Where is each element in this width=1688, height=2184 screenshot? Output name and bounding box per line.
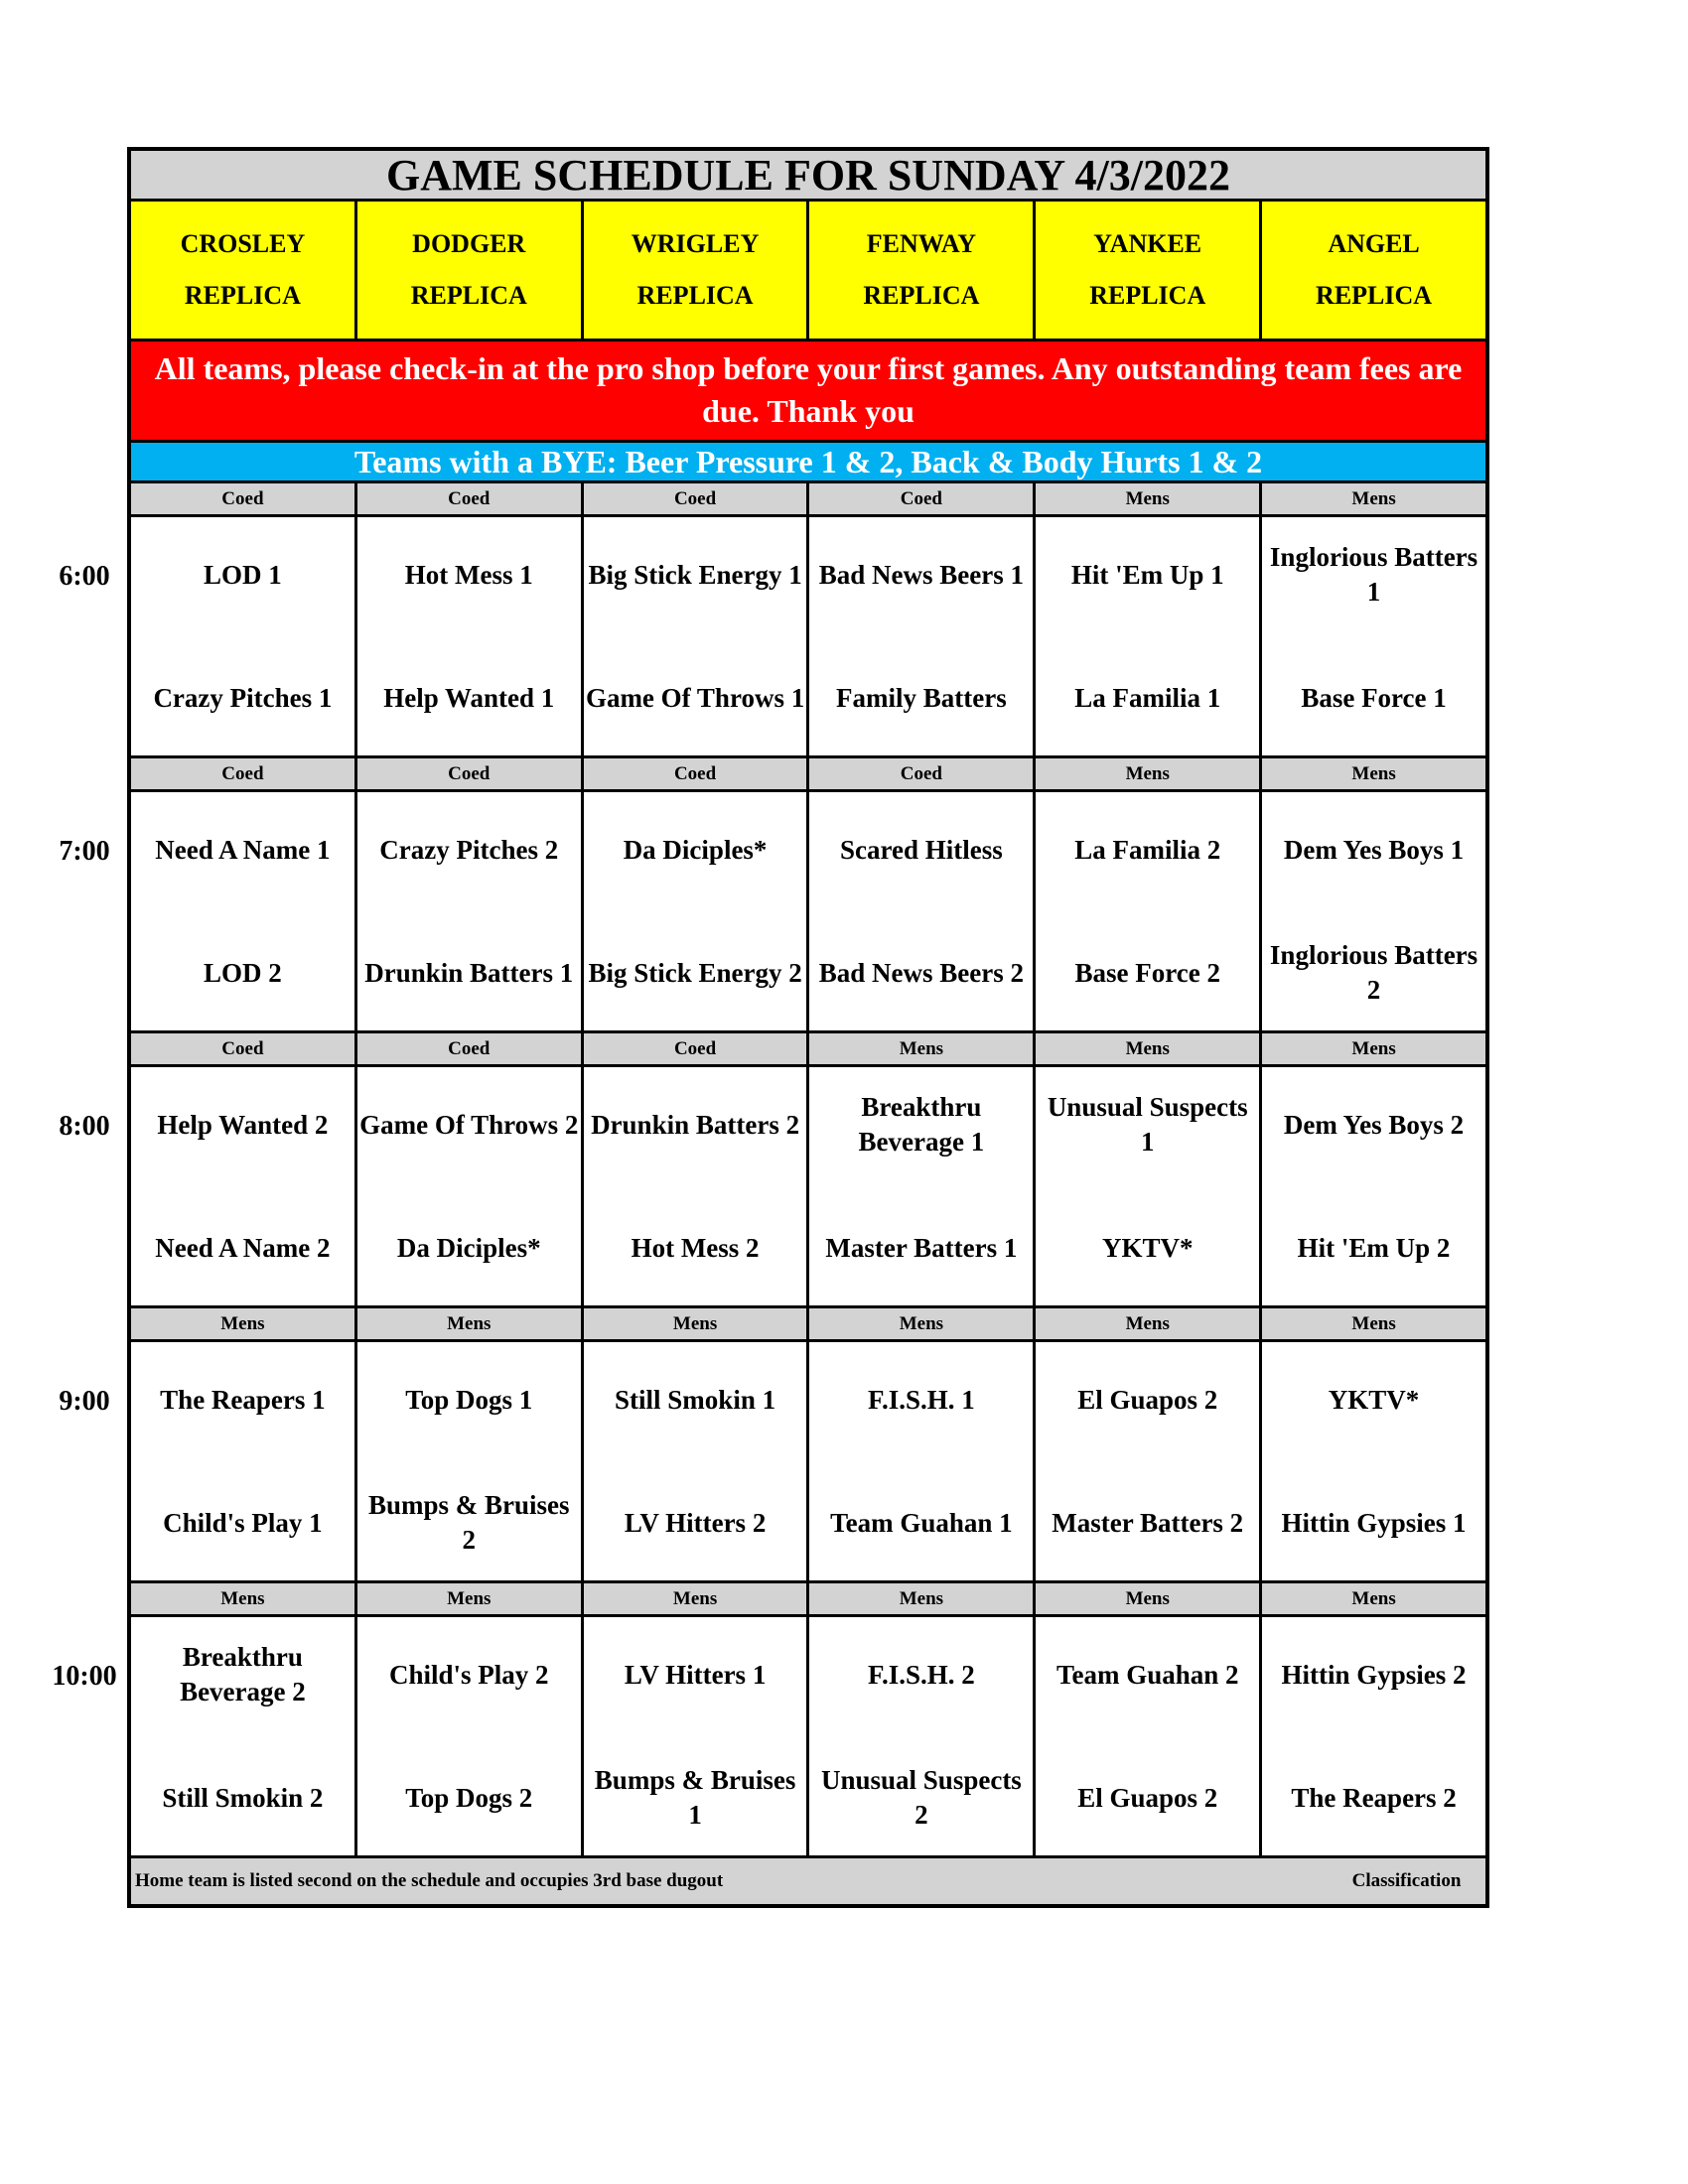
home-team: Master Batters 1 — [825, 1232, 1018, 1263]
home-team: La Familia 1 — [1074, 682, 1221, 713]
field-header — [131, 202, 357, 339]
classification-cell: Coed — [809, 483, 1036, 514]
away-team: Hittin Gypsies 2 — [1281, 1659, 1467, 1690]
game-cell — [1036, 1617, 1262, 1855]
away-team: The Reapers 1 — [160, 1384, 326, 1415]
game-cell — [131, 1617, 357, 1855]
game-cell — [1262, 1617, 1485, 1855]
time-label: 10:00 — [52, 1661, 117, 1692]
game-cell — [1262, 1342, 1485, 1580]
home-team: El Guapos 2 — [1077, 1782, 1218, 1813]
game-cell — [131, 1342, 357, 1580]
classification-row — [131, 758, 1485, 792]
game-cell — [1036, 517, 1262, 755]
classification-cell: Coed — [131, 1033, 357, 1064]
check-in-notice: All teams, please check-in at the pro shop before your first games. Any outstanding team fees are due. Thank you — [131, 341, 1485, 443]
home-team: Big Stick Energy 2 — [588, 957, 802, 988]
away-team: Help Wanted 2 — [157, 1109, 329, 1140]
away-team: Need A Name 1 — [155, 834, 331, 865]
classification-cell: Mens — [1351, 1038, 1396, 1059]
away-team: Da Diciples* — [623, 834, 768, 865]
home-team: Hit 'Em Up 2 — [1297, 1232, 1451, 1263]
classification-cell: Mens — [809, 1033, 1036, 1064]
away-team: Still Smokin 1 — [615, 1384, 776, 1415]
game-cell — [809, 792, 1036, 1030]
home-team: Base Force 1 — [1301, 682, 1447, 713]
away-team: Top Dogs 1 — [405, 1384, 533, 1415]
away-team: F.I.S.H. 2 — [868, 1659, 975, 1690]
away-team: Bad News Beers 1 — [818, 559, 1025, 590]
field-name: FENWAY — [866, 229, 977, 258]
field-sub: REPLICA — [1316, 281, 1433, 310]
classification-cell: Mens — [809, 1308, 1036, 1339]
home-team: Game Of Throws 1 — [585, 682, 805, 713]
field-name: ANGEL — [1328, 229, 1420, 258]
home-team: Base Force 2 — [1074, 957, 1220, 988]
field-sub: REPLICA — [636, 281, 754, 310]
game-cell — [357, 1067, 584, 1305]
game-row — [131, 1067, 1485, 1308]
home-team: Child's Play 1 — [163, 1507, 323, 1538]
home-team: Master Batters 2 — [1052, 1507, 1244, 1538]
home-team: Top Dogs 2 — [405, 1782, 533, 1813]
footer-bar — [131, 1858, 1485, 1904]
away-team: Drunkin Batters 2 — [591, 1109, 800, 1140]
classification-cell: Coed — [809, 758, 1036, 789]
classification-row — [131, 483, 1485, 517]
game-cell — [809, 1617, 1036, 1855]
classification-cell: Coed — [131, 483, 357, 514]
time-label: 7:00 — [59, 836, 110, 867]
game-cell — [1036, 1342, 1262, 1580]
field-header — [584, 202, 810, 339]
away-team: El Guapos 2 — [1077, 1384, 1218, 1415]
game-cell — [1262, 792, 1485, 1030]
classification-cell: Coed — [131, 758, 357, 789]
game-cell — [131, 792, 357, 1030]
bye-banner: Teams with a BYE: Beer Pressure 1 & 2, Back & Body Hurts 1 & 2 — [131, 443, 1485, 483]
classification-cell: Coed — [357, 758, 584, 789]
field-name: CROSLEY — [180, 229, 306, 258]
classification-cell: Coed — [357, 483, 584, 514]
field-name: WRIGLEY — [631, 229, 760, 258]
game-row — [131, 792, 1485, 1033]
home-team: The Reapers 2 — [1291, 1782, 1457, 1813]
classification-row — [131, 1583, 1485, 1617]
time-label: 9:00 — [59, 1386, 110, 1417]
away-team: Dem Yes Boys 1 — [1283, 834, 1465, 865]
away-team: Breakthru Beverage 1 — [858, 1092, 985, 1157]
game-cell — [584, 1342, 810, 1580]
game-cell — [584, 1617, 810, 1855]
away-team: Crazy Pitches 2 — [379, 834, 559, 865]
home-team: Crazy Pitches 1 — [153, 682, 333, 713]
home-team: Team Guahan 1 — [830, 1507, 1013, 1538]
field-sub: REPLICA — [863, 281, 980, 310]
field-header-row — [131, 202, 1485, 341]
classification-cell: Coed — [584, 483, 810, 514]
field-sub: REPLICA — [410, 281, 527, 310]
away-team: Dem Yes Boys 2 — [1283, 1109, 1465, 1140]
classification-cell: Mens — [809, 1583, 1036, 1614]
field-header — [1036, 202, 1262, 339]
game-cell — [357, 1617, 584, 1855]
away-team: Hit 'Em Up 1 — [1070, 559, 1224, 590]
classification-cell: Mens — [1351, 488, 1396, 509]
away-team: Scared Hitless — [840, 834, 1003, 865]
game-cell — [1036, 792, 1262, 1030]
classification-cell: Mens — [584, 1583, 810, 1614]
field-sub: REPLICA — [184, 281, 301, 310]
classification-cell: Mens — [1351, 1588, 1396, 1609]
classification-cell: Mens — [357, 1308, 584, 1339]
away-team: Inglorious Batters 1 — [1269, 542, 1478, 607]
away-team: Child's Play 2 — [388, 1659, 549, 1690]
game-cell — [1262, 517, 1485, 755]
classification-cell: Coed — [357, 1033, 584, 1064]
away-team: Hot Mess 1 — [404, 559, 533, 590]
game-cell — [1036, 1067, 1262, 1305]
home-team: LV Hitters 2 — [624, 1507, 767, 1538]
classification-cell: Mens — [1036, 1033, 1262, 1064]
home-team: YKTV* — [1101, 1232, 1194, 1263]
classification-cell: Coed — [584, 758, 810, 789]
classification-cell: Mens — [584, 1308, 810, 1339]
classification-cell: Mens — [131, 1583, 357, 1614]
home-team: Hot Mess 2 — [631, 1232, 760, 1263]
home-team: Help Wanted 1 — [383, 682, 555, 713]
away-team: La Familia 2 — [1074, 834, 1221, 865]
classification-cell: Mens — [357, 1583, 584, 1614]
game-row — [131, 1617, 1485, 1858]
away-team: Big Stick Energy 1 — [588, 559, 802, 590]
classification-row — [131, 1033, 1485, 1067]
home-team: Unusual Suspects 2 — [820, 1765, 1022, 1830]
home-team: Need A Name 2 — [155, 1232, 331, 1263]
game-cell — [809, 517, 1036, 755]
away-team: LOD 1 — [204, 559, 282, 590]
schedule-sheet — [127, 147, 1489, 1908]
away-team: LV Hitters 1 — [624, 1659, 767, 1690]
field-header — [1262, 202, 1485, 339]
away-team: Breakthru Beverage 2 — [180, 1642, 306, 1706]
game-row — [131, 517, 1485, 758]
home-team: Bad News Beers 2 — [818, 957, 1025, 988]
away-team: YKTV* — [1328, 1384, 1420, 1415]
classification-cell: Mens — [1036, 758, 1262, 789]
home-team: Hittin Gypsies 1 — [1281, 1507, 1467, 1538]
game-cell — [131, 1067, 357, 1305]
game-cell — [809, 1342, 1036, 1580]
time-label: 6:00 — [59, 561, 110, 592]
field-name: YANKEE — [1093, 229, 1202, 258]
home-team: Inglorious Batters 2 — [1269, 940, 1478, 1005]
field-name: DODGER — [412, 229, 526, 258]
footer-note: Home team is listed second on the schedule and occupies 3rd base dugout — [135, 1870, 724, 1891]
time-label: 8:00 — [59, 1111, 110, 1142]
classification-cell: Mens — [1351, 763, 1396, 784]
classification-cell: Mens — [131, 1308, 357, 1339]
away-team: Unusual Suspects 1 — [1047, 1092, 1248, 1157]
game-cell — [584, 1067, 810, 1305]
home-team: Drunkin Batters 1 — [364, 957, 574, 988]
game-cell — [131, 517, 357, 755]
game-cell — [809, 1067, 1036, 1305]
classification-cell: Mens — [1036, 483, 1262, 514]
away-team: Game Of Throws 2 — [359, 1109, 579, 1140]
classification-cell: Mens — [1036, 1308, 1262, 1339]
home-team: Bumps & Bruises 1 — [594, 1765, 796, 1830]
game-cell — [1262, 1067, 1485, 1305]
classification-row — [131, 1308, 1485, 1342]
game-cell — [584, 517, 810, 755]
away-team: F.I.S.H. 1 — [868, 1384, 975, 1415]
game-cell — [357, 517, 584, 755]
field-header — [809, 202, 1036, 339]
field-sub: REPLICA — [1089, 281, 1206, 310]
home-team: Family Batters — [836, 682, 1007, 713]
footer-classification: Classification — [1351, 1870, 1462, 1891]
game-cell — [357, 792, 584, 1030]
away-team: Team Guahan 2 — [1055, 1659, 1239, 1690]
classification-cell: Coed — [584, 1033, 810, 1064]
classification-cell: Mens — [1351, 1313, 1396, 1334]
game-cell — [584, 792, 810, 1030]
home-team: Still Smokin 2 — [162, 1782, 324, 1813]
field-header — [357, 202, 584, 339]
game-row — [131, 1342, 1485, 1583]
classification-cell: Mens — [1036, 1583, 1262, 1614]
game-cell — [357, 1342, 584, 1580]
home-team: Bumps & Bruises 2 — [367, 1490, 570, 1555]
home-team: LOD 2 — [204, 957, 282, 988]
home-team: Da Diciples* — [396, 1232, 541, 1263]
page-title: GAME SCHEDULE FOR SUNDAY 4/3/2022 — [131, 151, 1485, 202]
schedule-body — [131, 483, 1485, 1858]
